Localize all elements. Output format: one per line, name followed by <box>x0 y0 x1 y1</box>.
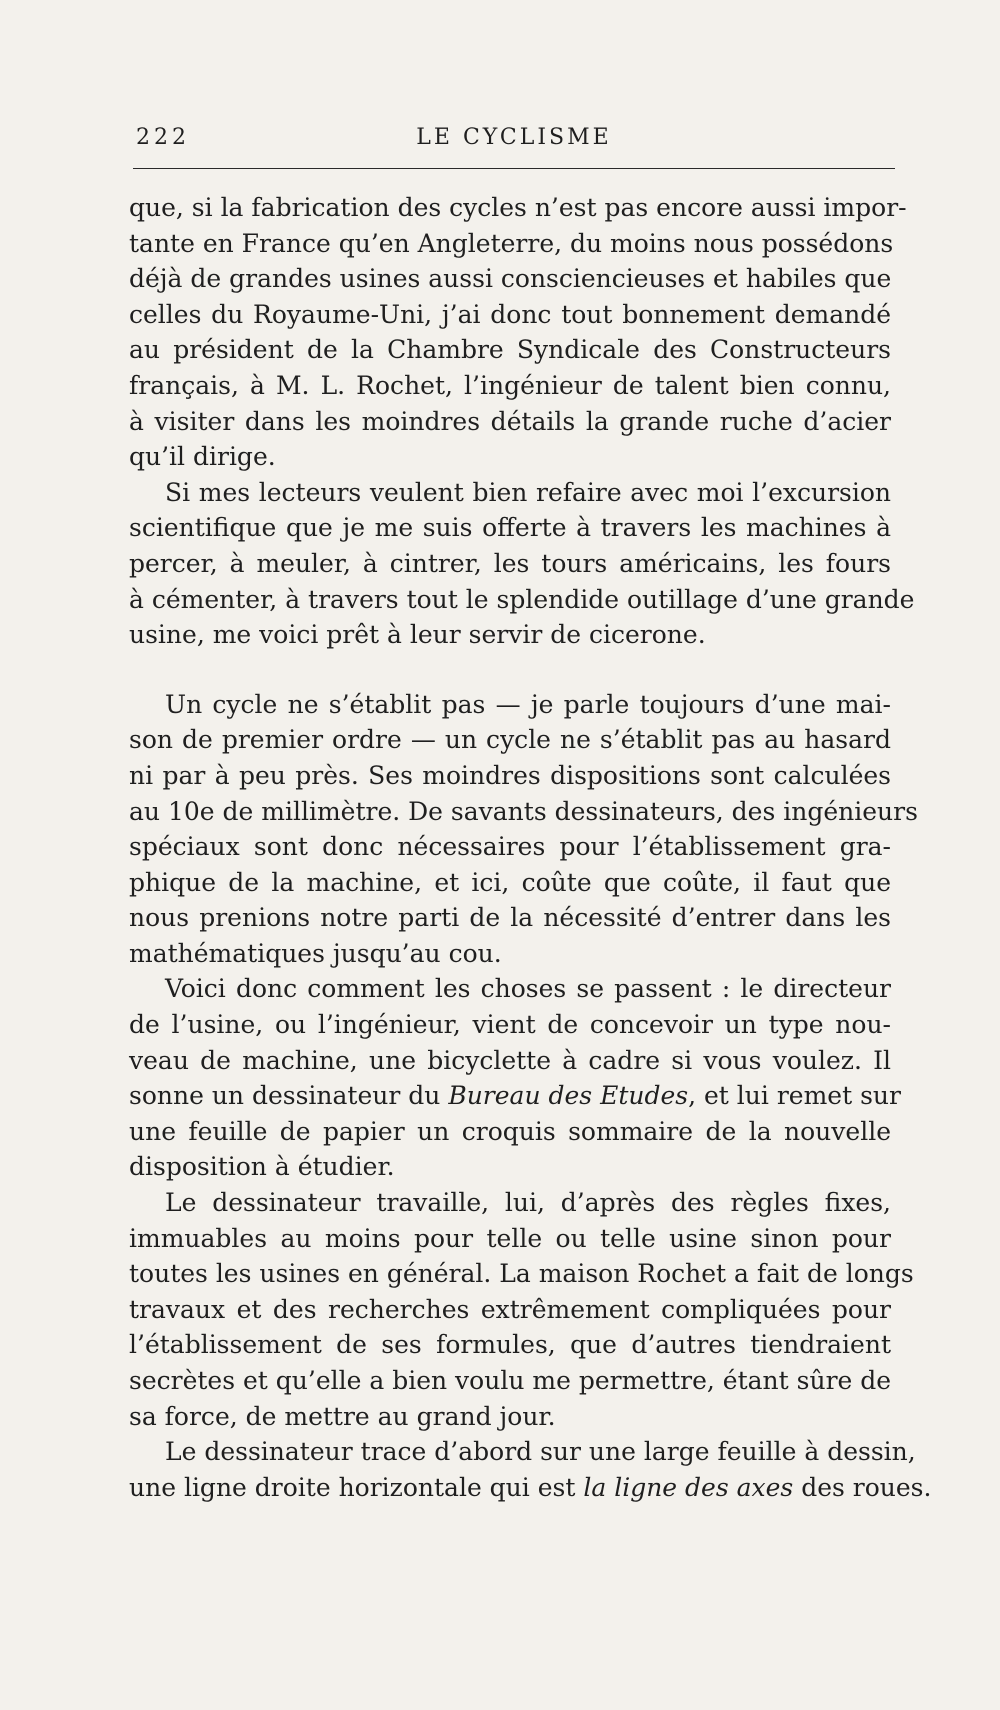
paragraph-5 <box>129 1185 914 1434</box>
text-line: ni par à peu près. Ses moindres dispositions sont calculées <box>129 760 891 790</box>
text-line: français, à M. L. Rochet, l’ingénieur de talent bien connu, <box>129 370 891 400</box>
paragraph-3 <box>129 687 918 972</box>
text-line: à cémenter, à travers tout le splendide outillage d’une grande <box>129 584 915 614</box>
italic-term: la ligne des axes <box>583 1472 794 1502</box>
paragraph-2 <box>129 475 915 653</box>
text-line: veau de machine, une bicyclette à cadre si vous voulez. Il <box>129 1045 891 1075</box>
text-segment: des roues. <box>793 1472 932 1502</box>
text-line: qu’il dirige. <box>129 442 276 472</box>
text-line: disposition à étudier. <box>129 1152 395 1182</box>
body-text <box>129 190 932 1505</box>
text-line: toutes les usines en général. La maison Rochet a fait de longs <box>129 1259 914 1289</box>
text-line: tante en France qu’en Angleterre, du moins nous possédons <box>129 228 894 258</box>
text-line: son de premier ordre — un cycle ne s’établit pas au hasard <box>129 725 891 755</box>
text-line: sa force, de mettre au grand jour. <box>129 1401 556 1431</box>
text-line: de l’usine, ou l’ingénieur, vient de concevoir un type nou- <box>129 1010 891 1040</box>
text-line: Voici donc comment les choses se passent : le directeur <box>165 974 891 1004</box>
text-line: phique de la machine, et ici, coûte que coûte, il faut que <box>129 867 891 897</box>
text-line: que, si la fabrication des cycles n’est pas encore aussi impor- <box>129 193 907 222</box>
page-number: 222 <box>136 125 190 150</box>
text-line: l’établissement de ses formules, que d’autres tiendraient <box>129 1330 891 1360</box>
text-segment: , et lui remet sur <box>688 1081 901 1111</box>
running-title: LE CYCLISME <box>416 125 612 150</box>
text-line: celles du Royaume-Uni, j’ai donc tout bonnement demandé <box>129 299 891 329</box>
text-line: déjà de grandes usines aussi consciencieuses et habiles que <box>129 264 892 294</box>
text-segment: une ligne droite horizontale qui est <box>129 1472 584 1502</box>
text-line <box>129 1078 901 1114</box>
text-line: au 10e de millimètre. De savants dessinateurs, des ingénieurs <box>129 796 918 826</box>
text-line <box>129 1470 932 1506</box>
text-line: Si mes lecteurs veulent bien refaire avec moi l’excursion <box>165 477 891 507</box>
text-line: scientifique que je me suis offerte à travers les machines à <box>129 513 891 543</box>
paragraph-1 <box>129 190 907 475</box>
paragraph-6 <box>129 1434 932 1505</box>
text-line: percer, à meuler, à cintrer, les tours américains, les fours <box>129 548 891 578</box>
text-line: usine, me voici prêt à leur servir de cicerone. <box>129 620 706 650</box>
text-line: à visiter dans les moindres détails la grande ruche d’acier <box>129 406 891 436</box>
text-line: mathématiques jusqu’au cou. <box>129 938 502 968</box>
text-line: nous prenions notre parti de la nécessité d’entrer dans les <box>129 903 891 933</box>
text-line: secrètes et qu’elle a bien voulu me permettre, étant sûre de <box>129 1366 892 1395</box>
running-head <box>133 122 895 162</box>
text-line: Le dessinateur travaille, lui, d’après des règles fixes, <box>165 1188 891 1218</box>
text-line: spéciaux sont donc nécessaires pour l’établissement gra- <box>129 832 891 862</box>
italic-title: Bureau des Etudes <box>448 1081 689 1111</box>
text-line: travaux et des recherches extrêmement compliquées pour <box>129 1294 891 1324</box>
text-segment: sonne un dessinateur du <box>129 1081 449 1111</box>
paragraph-4 <box>129 971 901 1185</box>
text-line: Un cycle ne s’établit pas — je parle toujours d’une mai- <box>165 689 891 719</box>
header-rule <box>133 168 895 169</box>
text-line: une feuille de papier un croquis sommaire de la nouvelle <box>129 1116 891 1146</box>
text-line: au président de la Chambre Syndicale des Constructeurs <box>129 335 891 365</box>
text-line: immuables au moins pour telle ou telle usine sinon pour <box>129 1223 891 1253</box>
section-gap <box>129 653 891 687</box>
text-line: Le dessinateur trace d’abord sur une large feuille à dessin, <box>165 1437 916 1467</box>
